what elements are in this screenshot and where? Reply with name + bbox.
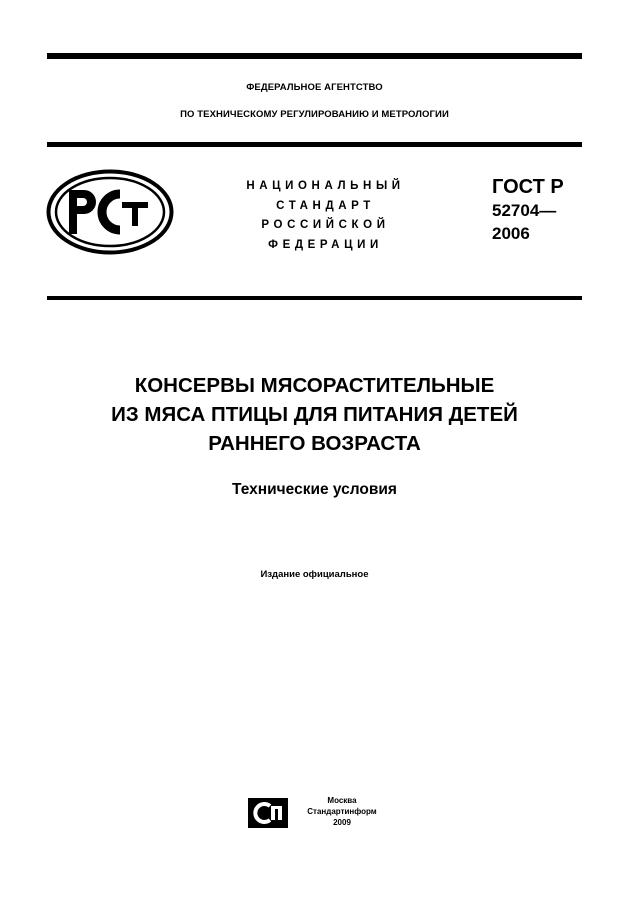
publisher-name: Стандартинформ (307, 807, 377, 816)
agency-name-line-1: ФЕДЕРАЛЬНОЕ АГЕНТСТВО (246, 82, 383, 93)
document-subtitle: Технические условия (232, 481, 397, 498)
standard-id (492, 175, 564, 245)
standard-number: 52704— (492, 201, 557, 220)
standartinform-logo-icon (248, 798, 288, 828)
publisher-info (294, 795, 390, 828)
standard-year: 2006 (492, 224, 530, 243)
national-line-2: СТАНДАРТ (276, 199, 375, 212)
title-line-3: РАННЕГО ВОЗРАСТА (208, 432, 421, 455)
agency-name-line-2: ПО ТЕХНИЧЕСКОМУ РЕГУЛИРОВАНИЮ И МЕТРОЛОГИИ (180, 109, 449, 120)
gost-pst-mark-icon (46, 169, 174, 255)
national-line-1: НАЦИОНАЛЬНЫЙ (246, 180, 405, 192)
standard-prefix: ГОСТ Р (492, 176, 564, 198)
document-title (47, 371, 582, 458)
publisher-city: Москва (327, 796, 357, 805)
national-standard-block (223, 177, 428, 255)
header-rule (47, 142, 582, 147)
title-line-1: КОНСЕРВЫ МЯСОРАСТИТЕЛЬНЫЕ (134, 374, 495, 397)
title-line-2: ИЗ МЯСА ПТИЦЫ ДЛЯ ПИТАНИЯ ДЕТЕЙ (111, 403, 518, 426)
national-line-4: ФЕДЕРАЦИИ (268, 238, 383, 251)
top-rule (47, 53, 582, 59)
lower-rule (47, 296, 582, 300)
edition-label: Издание официальное (260, 569, 369, 580)
national-line-3: РОССИЙСКОЙ (261, 219, 390, 231)
publisher-year: 2009 (333, 818, 351, 827)
